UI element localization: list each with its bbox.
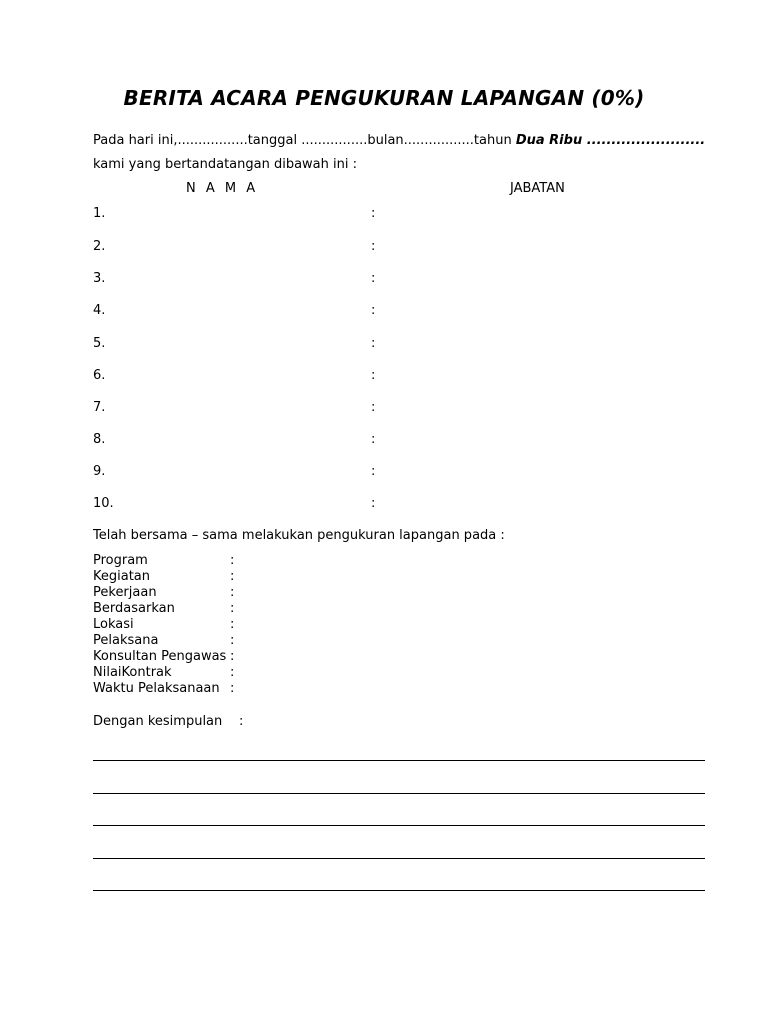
project-field-label: Berdasarkan [93,601,175,616]
measurement-intro: Telah bersama – sama melakukan pengukuran lapangan pada : [93,528,505,543]
project-field-separator: : [230,569,235,584]
conclusion-blank-line [93,760,705,761]
signatory-number: 10. [93,496,114,511]
signatory-number: 3. [93,271,106,286]
project-field-separator: : [230,665,235,680]
signatory-number: 1. [93,206,106,221]
project-field-label: Pekerjaan [93,585,157,600]
project-field-separator: : [230,601,235,616]
signatory-number: 4. [93,303,106,318]
project-field-separator: : [230,553,235,568]
signatory-separator: : [371,303,376,318]
conclusion-blank-line [93,890,705,891]
signatory-separator: : [371,400,376,415]
project-field-separator: : [230,617,235,632]
project-field-label: Waktu Pelaksanaan [93,681,220,696]
signatory-separator: : [371,464,376,479]
project-field-label: Konsultan Pengawas [93,649,227,664]
conclusion-blank-line [93,793,705,794]
signatory-number: 9. [93,464,106,479]
signatory-separator: : [371,336,376,351]
signatory-number: 8. [93,432,106,447]
conclusion-separator: : [239,714,244,729]
signatories-intro: kami yang bertandatangan dibawah ini : [93,157,357,172]
signatory-separator: : [371,496,376,511]
conclusion-label-row [93,714,244,729]
signatory-separator: : [371,432,376,447]
column-header-position: JABATAN [510,181,565,196]
project-field-label: Program [93,553,148,568]
signatory-separator: : [371,368,376,383]
project-field-label: Pelaksana [93,633,159,648]
document-title: BERITA ACARA PENGUKURAN LAPANGAN (0%) [123,86,645,110]
signatory-separator: : [371,206,376,221]
project-field-label: Lokasi [93,617,134,632]
signatory-separator: : [371,271,376,286]
signatory-number: 2. [93,239,106,254]
signatory-number: 5. [93,336,106,351]
project-field-separator: : [230,649,235,664]
conclusion-blank-line [93,858,705,859]
opening-line [93,133,705,148]
conclusion-blank-line [93,825,705,826]
signatory-number: 7. [93,400,106,415]
opening-year-text: Dua Ribu ........................ [515,133,706,148]
signatory-separator: : [371,239,376,254]
project-field-separator: : [230,681,235,696]
opening-text: Pada hari ini,.................tanggal ................bulan.................tahun [93,133,516,148]
signatory-number: 6. [93,368,106,383]
conclusion-label: Dengan kesimpulan [93,714,223,729]
project-field-label: Kegiatan [93,569,151,584]
column-header-name: N A M A [186,181,259,196]
project-field-separator: : [230,633,235,648]
project-field-separator: : [230,585,235,600]
project-field-label: NilaiKontrak [93,665,172,680]
